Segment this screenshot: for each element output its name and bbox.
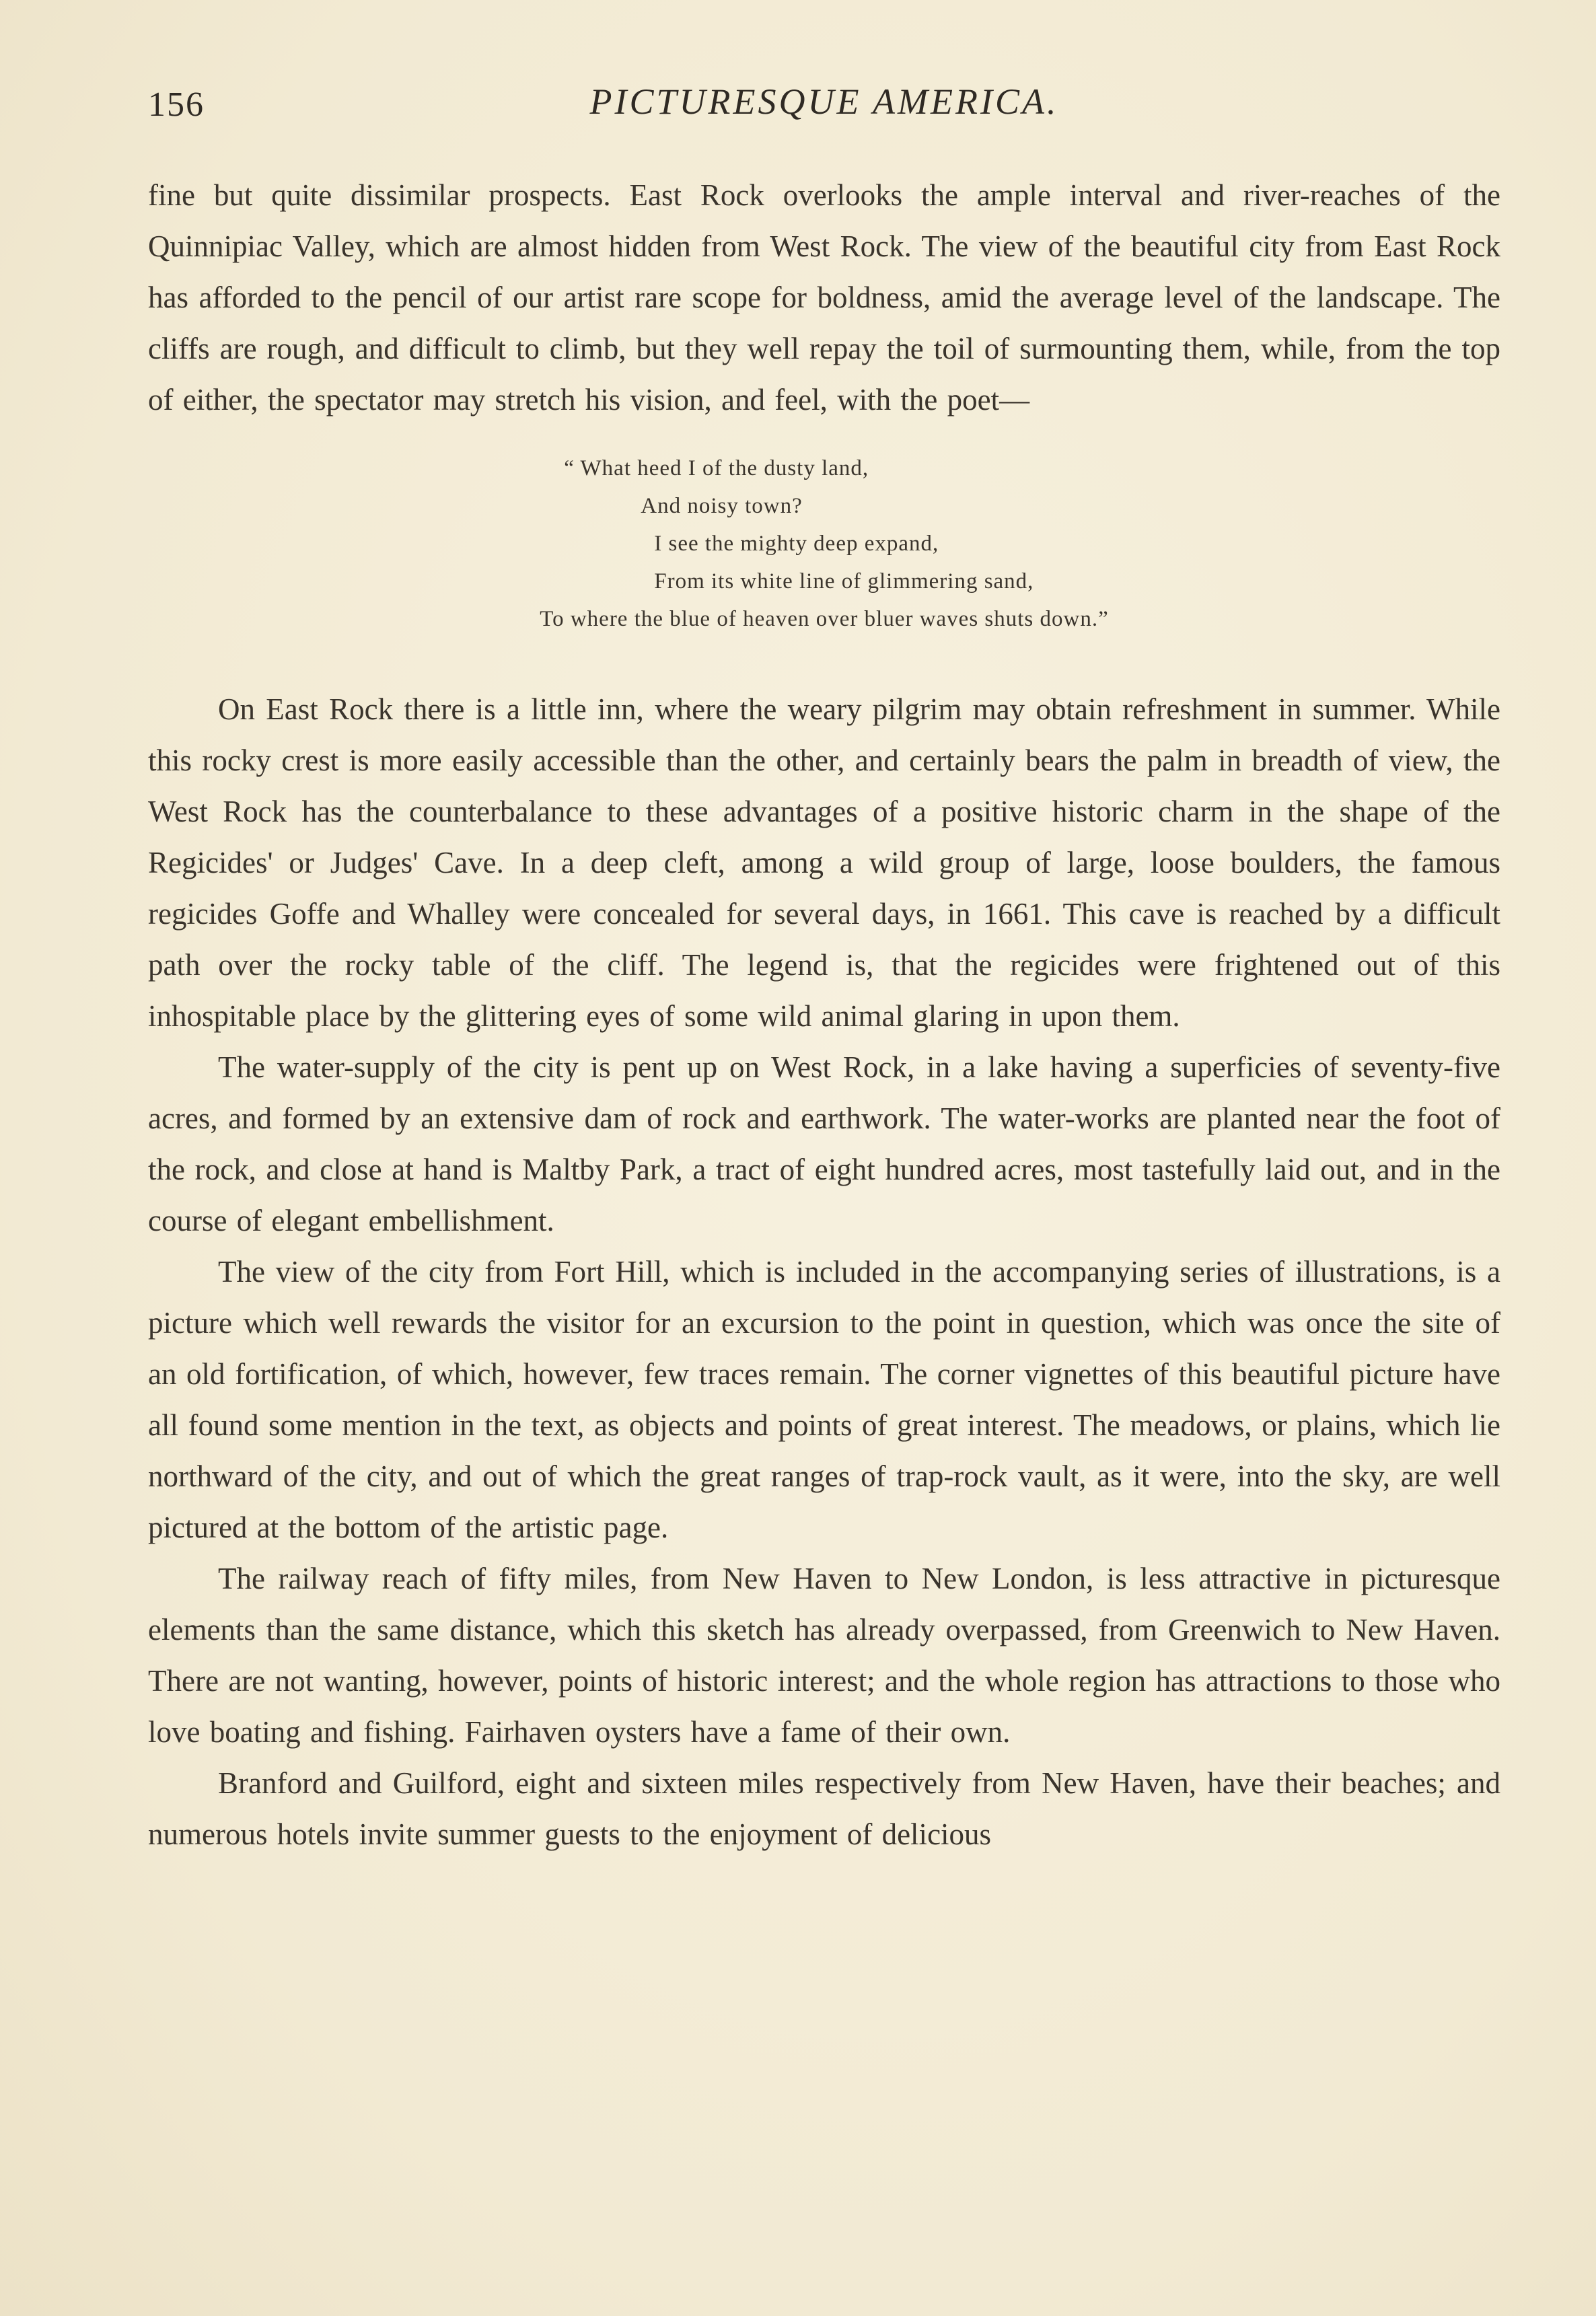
- paragraph-3: The water-supply of the city is pent up on West Rock, in a lake having a superficies of seventy-five acres, and formed by an extensive dam of rock and earthwork. The water-works are planted near the foot of the rock, and close at hand is Maltby Park, a tract of eight hundred acres, most tastefully laid out, and in the course of elegant embellishment.: [148, 1050, 1500, 1237]
- paragraph-2: On East Rock there is a little inn, where the weary pilgrim may obtain refreshment in summer. While this rocky crest is more easily accessible than the other, and certainly bears the palm in breadth of view, the West Rock has the counterbalance to these advantages of a positive historic charm in the shape of the Regicides' or Judges' Cave. In a deep cleft, among a wild group of large, loose boulders, the famous regicides Goffe and Whalley were concealed for several days, in 1661. This cave is reached by a difficult path over the rocky table of the cliff. The legend is, that the regicides were frightened out of this inhospitable place by the glittering eyes of some wild animal glaring in upon them.: [148, 692, 1500, 1033]
- section-spacer: [148, 658, 1500, 684]
- page-number: 156: [148, 85, 205, 124]
- poem-line-3: I see the mighty deep expand,: [654, 532, 939, 556]
- body-text: [148, 170, 1500, 1860]
- poem-quote: [148, 449, 1500, 638]
- paragraph-5: The railway reach of fifty miles, from New Haven to New London, is less attractive in picturesque elements than the same distance, which this sketch has already overpassed, from Greenwich to New Haven. There are not wanting, however, points of historic interest; and the whole region has attractions to those who love boating and fishing. Fairhaven oysters have a fame of their own.: [148, 1562, 1500, 1749]
- paragraph-6: Branford and Guilford, eight and sixteen miles respectively from New Haven, have their beaches; and numerous hotels invite summer guests to the enjoyment of delicious: [148, 1766, 1500, 1851]
- poem-line-5: To where the blue of heaven over bluer waves shuts down.”: [540, 607, 1109, 631]
- paragraph-1: fine but quite dissimilar prospects. East Rock overlooks the ample interval and river-reaches of the Quinnipiac Valley, which are almost hidden from West Rock. The view of the beautiful city from East Rock has afforded to the pencil of our artist rare scope for boldness, amid the average level of the landscape. The cliffs are rough, and difficult to climb, but they well repay the toil of surmounting them, while, from the top of either, the spectator may stretch his vision, and feel, with the poet—: [148, 178, 1500, 417]
- poem-line-2: And noisy town?: [641, 494, 803, 518]
- page-header: [148, 81, 1500, 135]
- paragraph-4: The view of the city from Fort Hill, which is included in the accompanying series of illustrations, is a picture which well rewards the visitor for an excursion to the point in question, which was once the site of an old fortification, of which, however, few traces remain. The corner vignettes of this beautiful picture have all found some mention in the text, as objects and points of great interest. The meadows, or plains, which lie northward of the city, and out of which the great ranges of trap-rock vault, as it were, into the sky, are well pictured at the bottom of the artistic page.: [148, 1255, 1500, 1544]
- poem-line-4: From its white line of glimmering sand,: [654, 569, 1034, 593]
- poem-line-1: “ What heed I of the dusty land,: [564, 456, 869, 480]
- running-title: PICTURESQUE AMERICA.: [589, 81, 1059, 122]
